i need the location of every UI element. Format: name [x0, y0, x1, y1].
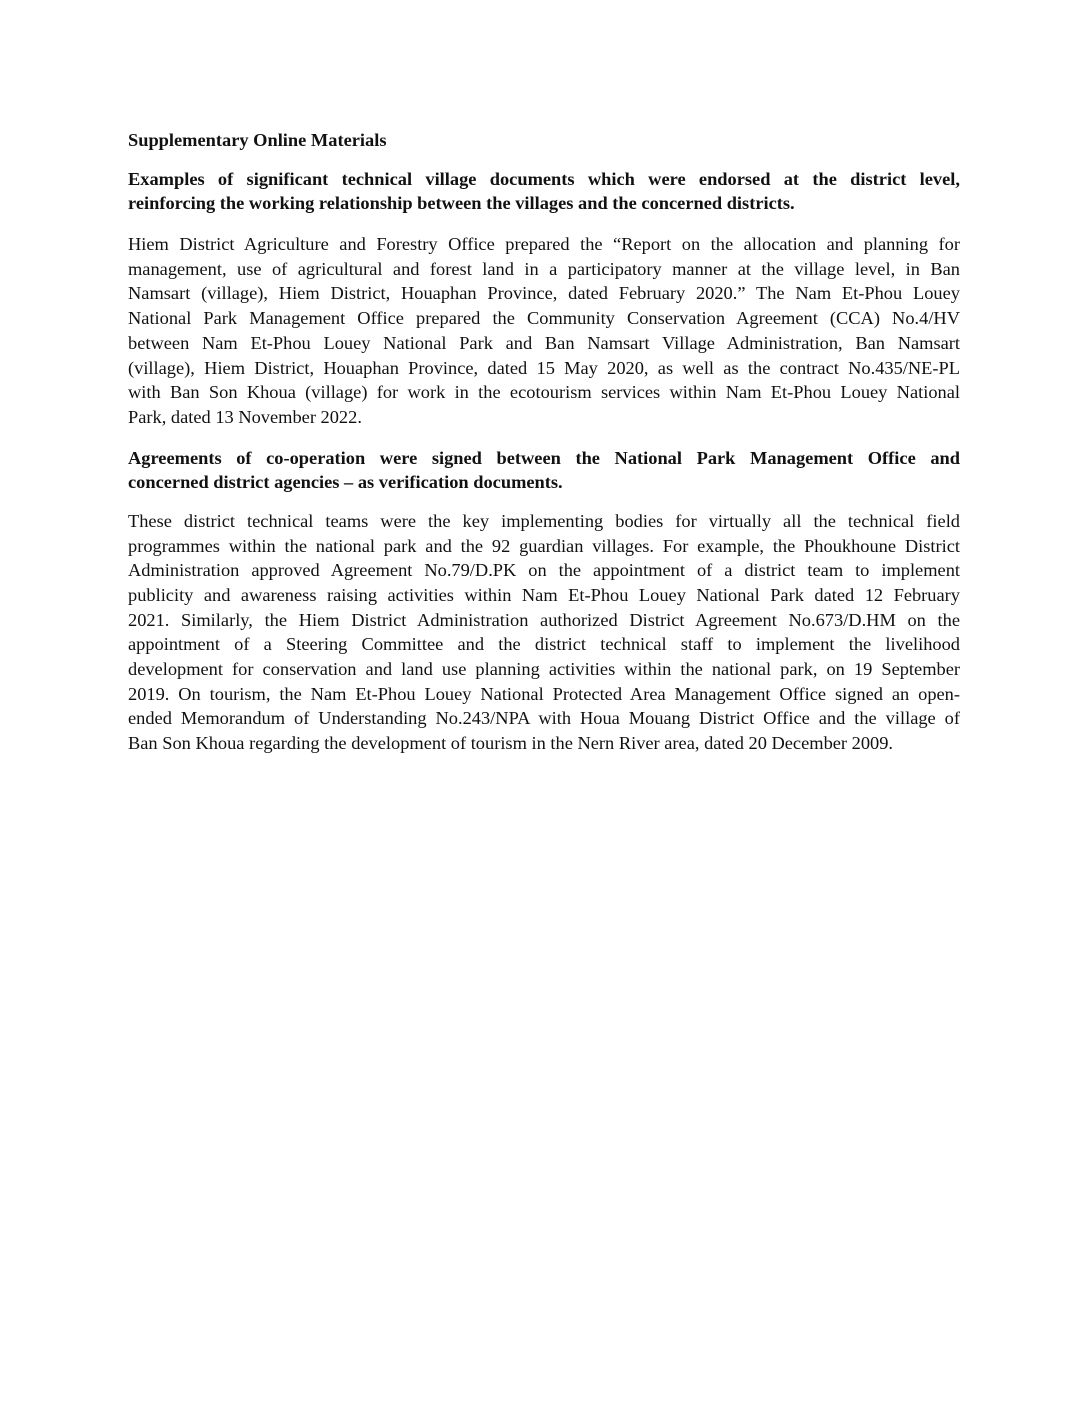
paragraph-line: Namsart (village), Hiem District, Houaphan Province, dated February 2020.” The Nam Et-Phou Louey	[128, 283, 960, 304]
section-2-heading	[128, 446, 960, 495]
paragraph-line: management, use of agricultural and forest land in a participatory manner at the village level, in Ban	[128, 258, 960, 279]
paragraph-line: Hiem District Agriculture and Forestry Office prepared the “Report on the allocation and planning for	[128, 234, 960, 255]
paragraph-line: (village), Hiem District, Houaphan Province, dated 15 May 2020, as well as the contract No.435/NE-PL	[128, 357, 960, 378]
paragraph-line: Park, dated 13 November 2022.	[128, 406, 362, 427]
heading-line: reinforcing the working relationship between the villages and the concerned districts.	[128, 193, 795, 214]
paragraph-line: between Nam Et-Phou Louey National Park and Ban Namsart Village Administration, Ban Namsart	[128, 332, 960, 353]
document-page	[128, 128, 960, 756]
paragraph-line: ended Memorandum of Understanding No.243/NPA with Houa Mouang District Office and the village of	[128, 708, 960, 729]
heading-line: Agreements of co-operation were signed between the National Park Management Office and	[128, 447, 960, 468]
heading-line: Examples of significant technical village documents which were endorsed at the district level,	[128, 168, 960, 189]
paragraph-line: National Park Management Office prepared the Community Conservation Agreement (CCA) No.4/HV	[128, 308, 960, 329]
paragraph-line: These district technical teams were the key implementing bodies for virtually all the technical field	[128, 510, 960, 531]
paragraph-line: programmes within the national park and the 92 guardian villages. For example, the Phoukhoune District	[128, 535, 960, 556]
paragraph-line: Ban Son Khoua regarding the development of tourism in the Nern River area, dated 20 December 2009.	[128, 733, 894, 754]
heading-line: concerned district agencies – as verification documents.	[128, 472, 563, 493]
paragraph-line: Administration approved Agreement No.79/D.PK on the appointment of a district team to implement	[128, 560, 960, 581]
document-title: Supplementary Online Materials	[128, 130, 387, 150]
paragraph-line: 2021. Similarly, the Hiem District Administration authorized District Agreement No.673/D.HM on the	[128, 609, 960, 630]
section-1-paragraph	[128, 232, 960, 430]
paragraph-line: 2019. On tourism, the Nam Et-Phou Louey National Protected Area Management Office signed an open-	[128, 683, 960, 704]
section-2-paragraph	[128, 509, 960, 756]
paragraph-line: development for conservation and land use planning activities within the national park, on 19 September	[128, 659, 960, 680]
paragraph-line: appointment of a Steering Committee and the district technical staff to implement the livelihood	[128, 634, 960, 655]
paragraph-line: publicity and awareness raising activities within Nam Et-Phou Louey National Park dated 12 February	[128, 585, 960, 605]
section-1-heading	[128, 167, 960, 216]
paragraph-line: with Ban Son Khoua (village) for work in the ecotourism services within Nam Et-Phou Louey National	[128, 382, 960, 403]
